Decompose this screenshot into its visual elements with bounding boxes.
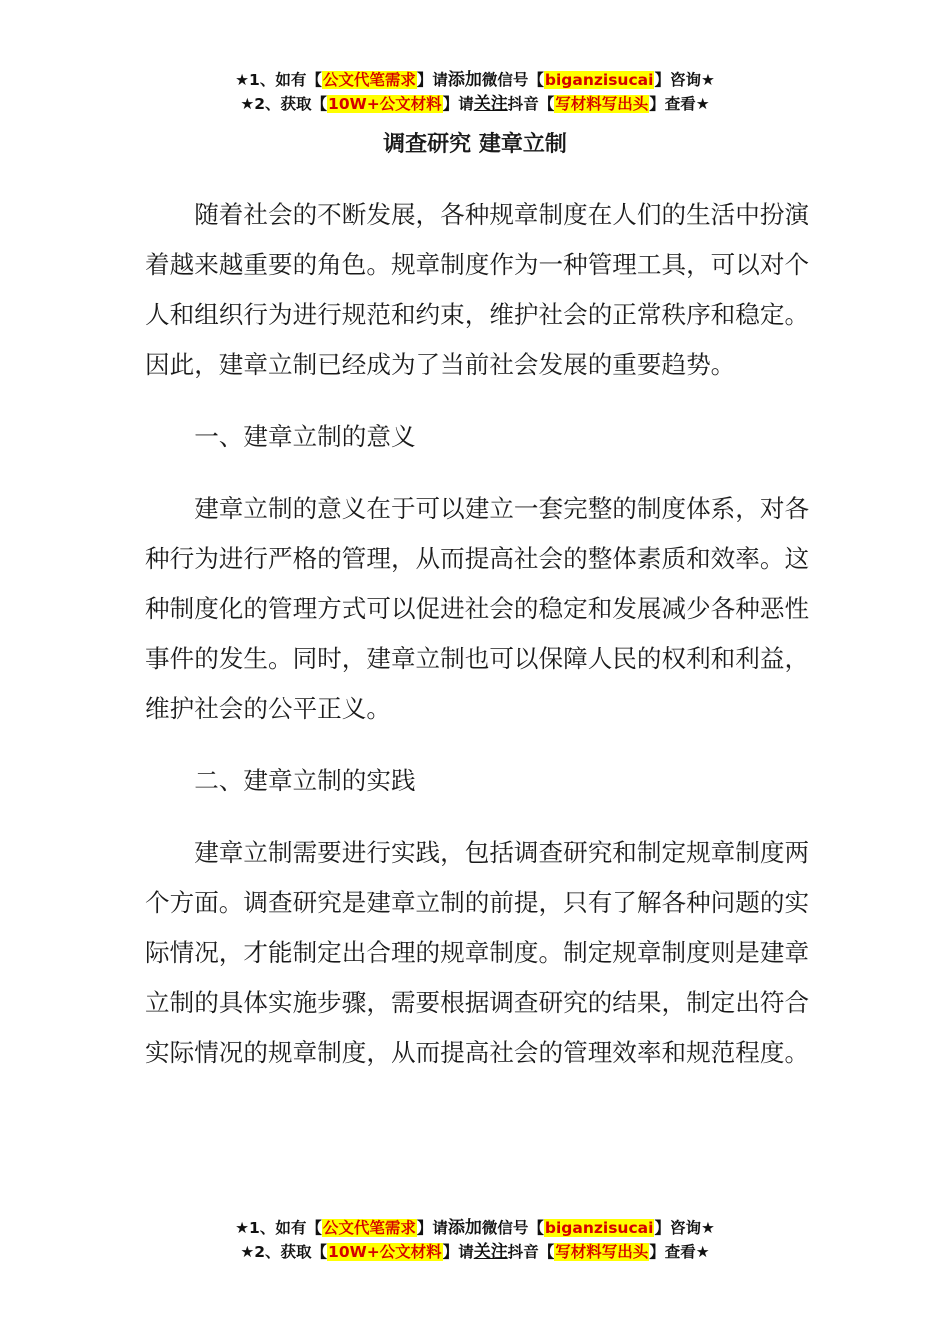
document-title: 调查研究 建章立制 xyxy=(383,132,567,157)
header-promo-banner xyxy=(0,68,950,116)
promo-text: 】请 xyxy=(416,71,448,89)
promo-text: 】咨询★ xyxy=(654,1219,715,1237)
promo-emphasis: 添加 xyxy=(447,70,482,90)
promo-wechat-id: biganzisucai xyxy=(544,71,654,89)
document-body xyxy=(145,190,810,1078)
promo-text: ★1、如有【 xyxy=(235,71,322,89)
promo-text: 微信号【 xyxy=(481,1219,544,1237)
promo-text: 】请 xyxy=(442,95,474,113)
paragraph-practice: 建章立制需要进行实践，包括调查研究和制定规章制度两个方面。调查研究是建章立制的前提，只有了解各种问题的实际情况，才能制定出合理的规章制度。制定规章制度则是建章立制的具体实施步骤，需要根据调查研究的结果，制定出符合实际情况的规章制度，从而提高社会的管理效率和规范程度。 xyxy=(145,838,810,1067)
promo-highlight: 公文代笔需求 xyxy=(322,1219,416,1237)
promo-text: 抖音【 xyxy=(507,95,555,113)
promo-line-1 xyxy=(0,1216,950,1240)
promo-text: 抖音【 xyxy=(507,1243,555,1261)
promo-highlight: 10W+公文材料 xyxy=(328,1243,442,1261)
promo-text: ★2、获取【 xyxy=(240,95,328,113)
promo-emphasis: 关注 xyxy=(473,1242,508,1262)
promo-line-1 xyxy=(0,68,950,92)
promo-line-2 xyxy=(0,1240,950,1264)
promo-text: 】查看★ xyxy=(649,95,710,113)
footer-promo-banner xyxy=(0,1216,950,1264)
promo-text: ★1、如有【 xyxy=(235,1219,322,1237)
section-heading-1: 一、建章立制的意义 xyxy=(194,422,416,451)
promo-text: ★2、获取【 xyxy=(240,1243,328,1261)
promo-highlight: 10W+公文材料 xyxy=(328,95,442,113)
promo-text: 微信号【 xyxy=(481,71,544,89)
promo-text: 】请 xyxy=(442,1243,474,1261)
promo-text: 】查看★ xyxy=(649,1243,710,1261)
promo-text: 】请 xyxy=(416,1219,448,1237)
promo-text: 】咨询★ xyxy=(654,71,715,89)
promo-douyin-id: 写材料写出头 xyxy=(555,95,649,113)
paragraph-intro: 随着社会的不断发展，各种规章制度在人们的生活中扮演着越来越重要的角色。规章制度作为一种管理工具，可以对个人和组织行为进行规范和约束，维护社会的正常秩序和稳定。因此，建章立制已经成为了当前社会发展的重要趋势。 xyxy=(145,200,810,379)
promo-highlight: 公文代笔需求 xyxy=(322,71,416,89)
promo-emphasis: 关注 xyxy=(473,94,508,114)
paragraph-significance: 建章立制的意义在于可以建立一套完整的制度体系，对各种行为进行严格的管理，从而提高社会的整体素质和效率。这种制度化的管理方式可以促进社会的稳定和发展减少各种恶性事件的发生。同时，建章立制也可以保障人民的权利和利益，维护社会的公平正义。 xyxy=(145,494,810,723)
section-heading-2: 二、建章立制的实践 xyxy=(194,766,416,795)
promo-emphasis: 添加 xyxy=(447,1218,482,1238)
promo-line-2 xyxy=(0,92,950,116)
promo-wechat-id: biganzisucai xyxy=(544,1219,654,1237)
promo-douyin-id: 写材料写出头 xyxy=(555,1243,649,1261)
